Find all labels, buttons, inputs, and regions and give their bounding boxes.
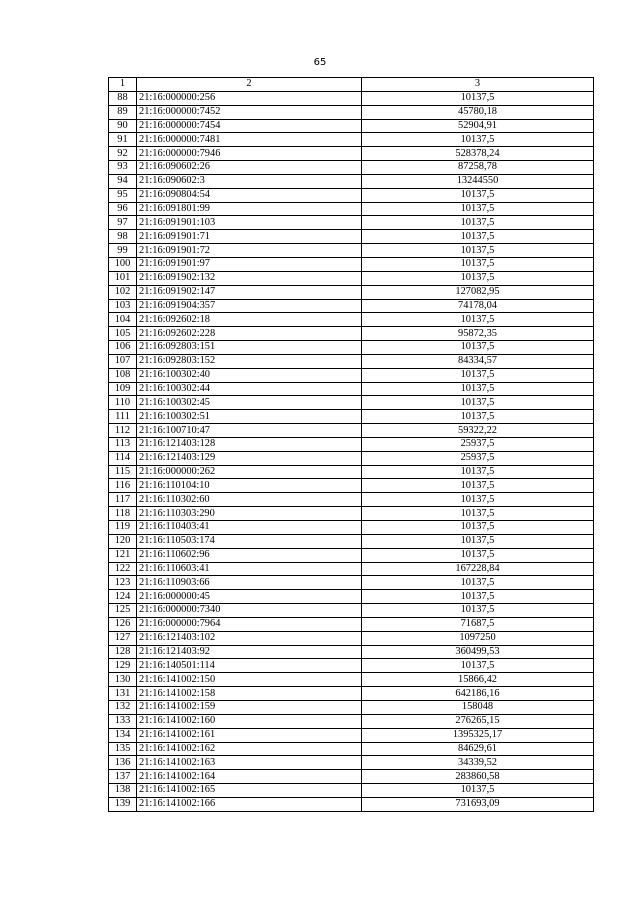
table-row (109, 784, 594, 798)
table-row (109, 451, 594, 465)
row-number: 119 (109, 521, 137, 535)
value: 84334,57 (362, 354, 594, 368)
cadastral-number: 21:16:141002:164 (137, 770, 362, 784)
row-number: 108 (109, 368, 137, 382)
row-number: 101 (109, 271, 137, 285)
table-row (109, 174, 594, 188)
row-number: 102 (109, 285, 137, 299)
table-row (109, 119, 594, 133)
value: 276265,15 (362, 714, 594, 728)
cadastral-number: 21:16:141002:158 (137, 687, 362, 701)
row-number: 129 (109, 659, 137, 673)
cadastral-number: 21:16:000000:7946 (137, 147, 362, 161)
table-row (109, 521, 594, 535)
row-number: 90 (109, 119, 137, 133)
cadastral-number: 21:16:000000:7452 (137, 105, 362, 119)
row-number: 138 (109, 784, 137, 798)
value: 10137,5 (362, 188, 594, 202)
value: 25937,5 (362, 437, 594, 451)
cadastral-number: 21:16:091901:97 (137, 257, 362, 271)
table-row (109, 493, 594, 507)
cadastral-number: 21:16:100302:40 (137, 368, 362, 382)
cadastral-number: 21:16:090804:54 (137, 188, 362, 202)
table-row (109, 534, 594, 548)
value: 34339,52 (362, 756, 594, 770)
row-number: 135 (109, 742, 137, 756)
table-row (109, 91, 594, 105)
cadastral-number: 21:16:000000:7454 (137, 119, 362, 133)
value: 10137,5 (362, 534, 594, 548)
value: 10137,5 (362, 216, 594, 230)
header-col-3: 3 (362, 78, 594, 92)
value: 10137,5 (362, 410, 594, 424)
value: 10137,5 (362, 493, 594, 507)
row-number: 97 (109, 216, 137, 230)
row-number: 139 (109, 797, 137, 811)
value: 10137,5 (362, 271, 594, 285)
cadastral-number: 21:16:140501:114 (137, 659, 362, 673)
table-row (109, 313, 594, 327)
row-number: 122 (109, 562, 137, 576)
value: 10137,5 (362, 382, 594, 396)
cadastral-number: 21:16:100302:45 (137, 396, 362, 410)
table-row (109, 244, 594, 258)
cadastral-number: 21:16:110503:174 (137, 534, 362, 548)
row-number: 115 (109, 465, 137, 479)
table-row (109, 507, 594, 521)
value: 10137,5 (362, 396, 594, 410)
row-number: 104 (109, 313, 137, 327)
table-row (109, 673, 594, 687)
table-row (109, 368, 594, 382)
cadastral-number: 21:16:110603:41 (137, 562, 362, 576)
row-number: 114 (109, 451, 137, 465)
table-row (109, 465, 594, 479)
table-row (109, 216, 594, 230)
cadastral-number: 21:16:090602:26 (137, 161, 362, 175)
table-row (109, 576, 594, 590)
row-number: 128 (109, 645, 137, 659)
row-number: 137 (109, 770, 137, 784)
cadastral-number: 21:16:091902:132 (137, 271, 362, 285)
value: 25937,5 (362, 451, 594, 465)
cadastral-number: 21:16:000000:256 (137, 91, 362, 105)
row-number: 99 (109, 244, 137, 258)
table-row (109, 742, 594, 756)
header-col-2: 2 (137, 78, 362, 92)
row-number: 93 (109, 161, 137, 175)
cadastral-number: 21:16:141002:161 (137, 728, 362, 742)
row-number: 109 (109, 382, 137, 396)
cadastral-number: 21:16:100710:47 (137, 424, 362, 438)
cadastral-number: 21:16:110104:10 (137, 479, 362, 493)
value: 1097250 (362, 631, 594, 645)
row-number: 117 (109, 493, 137, 507)
cadastral-number: 21:16:091901:71 (137, 230, 362, 244)
cadastral-number: 21:16:121403:129 (137, 451, 362, 465)
cadastral-number: 21:16:141002:160 (137, 714, 362, 728)
cadastral-number: 21:16:091901:103 (137, 216, 362, 230)
table-row (109, 396, 594, 410)
value: 10137,5 (362, 133, 594, 147)
table-row (109, 161, 594, 175)
cadastral-number: 21:16:092602:228 (137, 327, 362, 341)
row-number: 92 (109, 147, 137, 161)
row-number: 116 (109, 479, 137, 493)
value: 10137,5 (362, 507, 594, 521)
row-number: 111 (109, 410, 137, 424)
row-number: 125 (109, 604, 137, 618)
row-number: 132 (109, 700, 137, 714)
value: 158048 (362, 700, 594, 714)
value: 10137,5 (362, 257, 594, 271)
value: 95872,35 (362, 327, 594, 341)
cadastral-number: 21:16:100302:44 (137, 382, 362, 396)
table-row (109, 604, 594, 618)
value: 731693,09 (362, 797, 594, 811)
value: 1395325,17 (362, 728, 594, 742)
table-row (109, 299, 594, 313)
value: 10137,5 (362, 91, 594, 105)
table-body (109, 91, 594, 811)
cadastral-number: 21:16:110903:66 (137, 576, 362, 590)
row-number: 95 (109, 188, 137, 202)
cadastral-number: 21:16:000000:7481 (137, 133, 362, 147)
table-row (109, 548, 594, 562)
cadastral-number: 21:16:141002:166 (137, 797, 362, 811)
table-row (109, 424, 594, 438)
table-row (109, 271, 594, 285)
value: 283860,58 (362, 770, 594, 784)
row-number: 107 (109, 354, 137, 368)
cadastral-number: 21:16:000000:7964 (137, 617, 362, 631)
row-number: 106 (109, 341, 137, 355)
cadastral-number: 21:16:092803:152 (137, 354, 362, 368)
value: 10137,5 (362, 590, 594, 604)
table-row (109, 659, 594, 673)
cadastral-number: 21:16:141002:165 (137, 784, 362, 798)
value: 10137,5 (362, 313, 594, 327)
row-number: 88 (109, 91, 137, 105)
cadastral-number: 21:16:091904:357 (137, 299, 362, 313)
value: 59322,22 (362, 424, 594, 438)
value: 13244550 (362, 174, 594, 188)
row-number: 130 (109, 673, 137, 687)
cadastral-number: 21:16:090602:3 (137, 174, 362, 188)
cadastral-number: 21:16:110602:96 (137, 548, 362, 562)
value: 10137,5 (362, 202, 594, 216)
value: 10137,5 (362, 576, 594, 590)
table-row (109, 770, 594, 784)
value: 10137,5 (362, 784, 594, 798)
row-number: 121 (109, 548, 137, 562)
table-row (109, 700, 594, 714)
cadastral-number: 21:16:091901:72 (137, 244, 362, 258)
table-row (109, 562, 594, 576)
row-number: 112 (109, 424, 137, 438)
table-row (109, 257, 594, 271)
cadastral-number: 21:16:091801:99 (137, 202, 362, 216)
row-number: 100 (109, 257, 137, 271)
cadastral-number: 21:16:000000:45 (137, 590, 362, 604)
cadastral-number: 21:16:110403:41 (137, 521, 362, 535)
table-row (109, 105, 594, 119)
value: 642186,16 (362, 687, 594, 701)
table-row (109, 714, 594, 728)
value: 528378,24 (362, 147, 594, 161)
value: 360499,53 (362, 645, 594, 659)
cadastral-number: 21:16:121403:128 (137, 437, 362, 451)
row-number: 96 (109, 202, 137, 216)
value: 10137,5 (362, 521, 594, 535)
table-row (109, 645, 594, 659)
value: 10137,5 (362, 659, 594, 673)
cadastral-number: 21:16:110302:60 (137, 493, 362, 507)
row-number: 98 (109, 230, 137, 244)
value: 10137,5 (362, 368, 594, 382)
table-row (109, 202, 594, 216)
row-number: 94 (109, 174, 137, 188)
table-row (109, 617, 594, 631)
cadastral-number: 21:16:100302:51 (137, 410, 362, 424)
cadastral-number: 21:16:121403:102 (137, 631, 362, 645)
table-row (109, 797, 594, 811)
value: 15866,42 (362, 673, 594, 687)
value: 10137,5 (362, 341, 594, 355)
table-row (109, 728, 594, 742)
row-number: 113 (109, 437, 137, 451)
value: 10137,5 (362, 244, 594, 258)
table-row (109, 354, 594, 368)
value: 10137,5 (362, 604, 594, 618)
row-number: 131 (109, 687, 137, 701)
value: 10137,5 (362, 479, 594, 493)
cadastral-number: 21:16:121403:92 (137, 645, 362, 659)
value: 167228,84 (362, 562, 594, 576)
row-number: 105 (109, 327, 137, 341)
cadastral-number: 21:16:141002:150 (137, 673, 362, 687)
value: 127082,95 (362, 285, 594, 299)
cadastral-number: 21:16:141002:162 (137, 742, 362, 756)
table-row (109, 147, 594, 161)
row-number: 126 (109, 617, 137, 631)
table-row (109, 285, 594, 299)
row-number: 133 (109, 714, 137, 728)
value: 74178,04 (362, 299, 594, 313)
value: 10137,5 (362, 465, 594, 479)
row-number: 103 (109, 299, 137, 313)
table-row (109, 382, 594, 396)
value: 52904,91 (362, 119, 594, 133)
value: 84629,61 (362, 742, 594, 756)
table-row (109, 479, 594, 493)
table-row (109, 437, 594, 451)
value: 87258,78 (362, 161, 594, 175)
row-number: 123 (109, 576, 137, 590)
table-row (109, 687, 594, 701)
data-table (108, 77, 594, 812)
row-number: 89 (109, 105, 137, 119)
value: 10137,5 (362, 230, 594, 244)
table-row (109, 230, 594, 244)
cadastral-number: 21:16:092803:151 (137, 341, 362, 355)
table-row (109, 590, 594, 604)
row-number: 110 (109, 396, 137, 410)
row-number: 136 (109, 756, 137, 770)
cadastral-number: 21:16:110303:290 (137, 507, 362, 521)
cadastral-number: 21:16:000000:262 (137, 465, 362, 479)
table-row (109, 631, 594, 645)
page-number: 65 (313, 57, 327, 68)
table-row (109, 341, 594, 355)
row-number: 124 (109, 590, 137, 604)
table-row (109, 133, 594, 147)
cadastral-number: 21:16:141002:163 (137, 756, 362, 770)
row-number: 91 (109, 133, 137, 147)
header-col-1: 1 (109, 78, 137, 92)
cadastral-number: 21:16:141002:159 (137, 700, 362, 714)
row-number: 127 (109, 631, 137, 645)
value: 10137,5 (362, 548, 594, 562)
cadastral-number: 21:16:091902:147 (137, 285, 362, 299)
row-number: 134 (109, 728, 137, 742)
value: 71687,5 (362, 617, 594, 631)
cadastral-number: 21:16:000000:7340 (137, 604, 362, 618)
table-row (109, 410, 594, 424)
row-number: 120 (109, 534, 137, 548)
table-header-row (109, 78, 594, 92)
table-row (109, 188, 594, 202)
row-number: 118 (109, 507, 137, 521)
value: 45780,18 (362, 105, 594, 119)
table-row (109, 756, 594, 770)
cadastral-number: 21:16:092602:18 (137, 313, 362, 327)
table-row (109, 327, 594, 341)
